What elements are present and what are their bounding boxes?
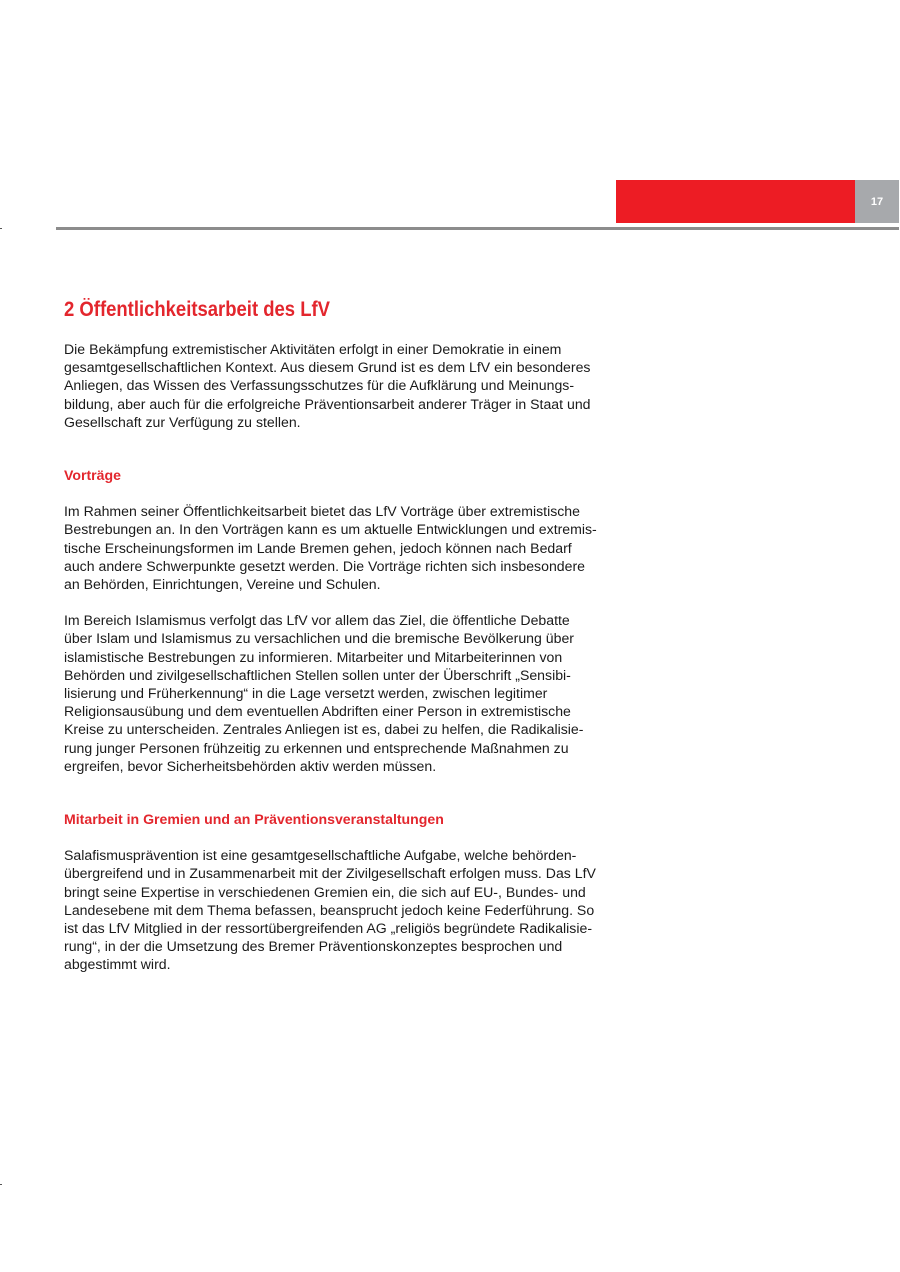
subheading-vortraege: Vorträge: [64, 467, 121, 484]
gremien-paragraph: Salafismusprävention ist eine gesamtgesellschaftliche Aufgabe, welche behörden- übergreifend und in Zusammenarbeit mit der Zivilgesellschaft erfolgen muss. Das LfV bringt seine Expertise in verschiedenen Gremien ein, die sich auf EU-, Bundes- und Landesebene mit dem Thema befassen, beansprucht jedoch keine Federführung. So ist das LfV Mitglied in der ressortübergreifenden AG „religiös begründete Radikalisie- rung“, in der die Umsetzung des Bremer Präventionskonzeptes besprochen und abgestimmt wird.: [64, 847, 596, 973]
header-accent-band: [616, 180, 855, 223]
page-content: [64, 296, 624, 974]
vortraege-paragraph-1: Im Rahmen seiner Öffentlichkeitsarbeit bietet das LfV Vorträge über extremistische Bestrebungen an. In den Vorträgen kann es um aktuelle Entwicklungen und extremis- tische Erscheinungsformen im Lande Bremen gehen, jedoch können nach Bedarf auch andere Schwerpunkte gesetzt werden. Die Vorträge richten sich insbesondere an Behörden, Einrichtungen, Vereine und Schulen.: [64, 503, 597, 593]
page-number: 17: [855, 180, 899, 223]
intro-paragraph: Die Bekämpfung extremistischer Aktivitäten erfolgt in einer Demokratie in einem gesamtgesellschaftlichen Kontext. Aus diesem Grund ist es dem LfV ein besonderes Anliegen, das Wissen des Verfassungsschutzes für die Aufklärung und Meinungs- bildung, aber auch für die erfolgreiche Präventionsarbeit anderer Träger in Staat und Gesellschaft zur Verfügung zu stellen.: [64, 341, 591, 430]
header-rule: [56, 227, 899, 230]
crop-mark-top: [0, 228, 2, 229]
crop-mark-bottom: [0, 1184, 2, 1185]
subheading-gremien: Mitarbeit in Gremien und an Präventionsveranstaltungen: [64, 811, 444, 828]
section-title: 2 Öffentlichkeitsarbeit des LfV: [64, 298, 330, 321]
vortraege-paragraph-2: Im Bereich Islamismus verfolgt das LfV vor allem das Ziel, die öffentliche Debatte über Islam und Islamismus zu versachlichen und die bremische Bevölkerung über islamistische Bestrebungen zu informieren. Mitarbeiter und Mitarbeiterinnen von Behörden und zivilgesellschaftlichen Stellen sollen unter der Überschrift „Sensibi- lisierung und Früherkennung“ in die Lage versetzt werden, zwischen legitimer Religionsausübung und dem eventuellen Abdriften einer Person in extremistische Kreise zu unterscheiden. Zentrales Anliegen ist es, dabei zu helfen, die Radikalisie- rung junger Personen frühzeitig zu erkennen und entsprechende Maßnahmen zu ergreifen, bevor Sicherheitsbehörden aktiv werden müssen.: [64, 612, 584, 774]
